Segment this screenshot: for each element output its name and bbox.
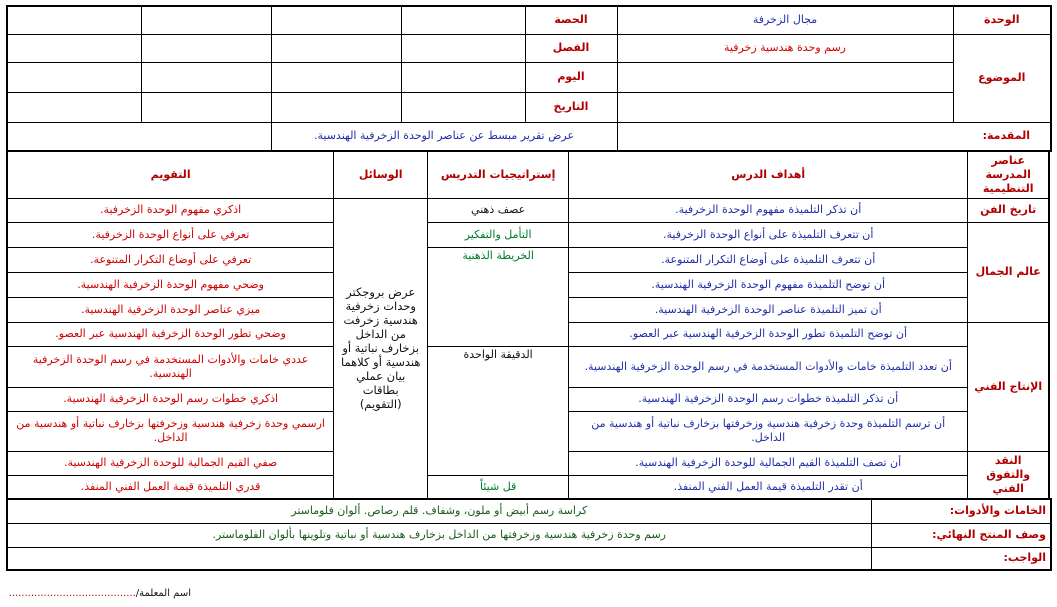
evaluation-6: وضحي تطور الوحدة الزخرفية الهندسية عبر العصو. (7, 322, 334, 346)
evaluation-2: تعرفي على أنواع الوحدة الزخرفية. (7, 222, 334, 247)
col-evaluation: التقويم (7, 151, 334, 198)
topic-value: رسم وحدة هندسية زخرفية (617, 34, 953, 62)
class-extra-2 (141, 6, 271, 34)
objective-3: أن تتعرف التلميذة على أوضاع التكرار المتنوعة. (569, 247, 968, 272)
header-table (6, 5, 1052, 152)
semester-extra-2 (141, 34, 271, 62)
section-aesthetics: عالم الجمال (968, 222, 1049, 322)
objective-8: أن تذكر التلميذة خطوات رسم الوحدة الزخرفية الهندسية. (569, 387, 968, 411)
col-objectives: أهداف الدرس (569, 151, 968, 198)
materials-label: الخامات والأدوات: (871, 499, 1051, 523)
objective-9: أن ترسم التلميذة وحدة زخرفية هندسية وزخرفتها بزخارف نباتية أو هندسية من الداخل. (569, 411, 968, 451)
day-label: اليوم (525, 62, 617, 92)
strategy-one-minute: الدقيقة الواحدة (428, 346, 569, 475)
final-product-label: وصف المنتج النهائي: (871, 523, 1051, 547)
evaluation-5: ميزي عناصر الوحدة الزخرفية الهندسية. (7, 297, 334, 322)
lesson-plan-sheet (6, 5, 1050, 571)
footer-table (6, 498, 1052, 571)
evaluation-9: ارسمي وحدة زخرفية هندسية وزخرفتها بزخارف نباتية أو هندسية من الداخل. (7, 411, 334, 451)
topic-extra-2 (617, 92, 953, 122)
col-means: الوسائل (334, 151, 428, 198)
date-label: التاريخ (525, 92, 617, 122)
objective-7: أن تعدد التلميذة خامات والأدوات المستخدمة في رسم الوحدة الزخرفية الهندسية. (569, 346, 968, 387)
teacher-label: اسم المعلمة/ (135, 588, 191, 599)
objective-10: أن تصف التلميذة القيم الجمالية للوحدة الزخرفية الهندسية. (569, 451, 968, 475)
strategy-mindmap: الخريطة الذهنية (428, 247, 569, 346)
evaluation-10: صفي القيم الجمالية للوحدة الزخرفية الهندسية. (7, 451, 334, 475)
col-elements: عناصر المدرسة التنظيمية (968, 151, 1049, 198)
day-extra-1 (271, 62, 401, 92)
unit-label: الوحدة (953, 6, 1051, 34)
date-extra-2 (141, 92, 271, 122)
date-extra-1 (271, 92, 401, 122)
objective-5: أن تميز التلميذة عناصر الوحدة الزخرفية الهندسية. (569, 297, 968, 322)
evaluation-8: اذكري خطوات رسم الوحدة الزخرفية الهندسية. (7, 387, 334, 411)
evaluation-1: اذكري مفهوم الوحدة الزخرفية. (7, 198, 334, 222)
objective-11: أن تقدر التلميذة قيمة العمل الفني المنفذ. (569, 475, 968, 499)
intro-label: المقدمة: (617, 122, 1051, 151)
teacher-signature (9, 588, 191, 599)
objective-2: أن تتعرف التلميذة على أنواع الوحدة الزخرفية. (569, 222, 968, 247)
semester-extra-1 (271, 34, 401, 62)
intro-value: عرض تقرير مبسط عن عناصر الوحدة الزخرفية الهندسية. (271, 122, 617, 151)
day-value (401, 62, 525, 92)
section-criticism: النقد والتفوق الفني (968, 451, 1049, 499)
evaluation-4: وضحي مفهوم الوحدة الزخرفية الهندسية. (7, 272, 334, 297)
means-cell: عرض بروجكتر وحدات زخرفية هندسية زخرفت من الداخل بزخارف نباتية أو هندسية أو كلاهما بيان عملي بطاقات (التقويم) (334, 198, 428, 499)
section-art-history: تاريخ الفن (968, 198, 1049, 222)
class-label: الحصة (525, 6, 617, 34)
semester-extra-3 (7, 34, 141, 62)
day-extra-2 (141, 62, 271, 92)
topic-label: الموضوع (953, 34, 1051, 122)
topic-extra-1 (617, 62, 953, 92)
objective-1: أن تذكر التلميذة مفهوم الوحدة الزخرفية. (569, 198, 968, 222)
teacher-name-dots: ........................................ (8, 588, 136, 599)
strategy-reflection: التأمل والتفكير (428, 222, 569, 247)
semester-label: الفصل (525, 34, 617, 62)
lesson-table (6, 150, 1050, 500)
evaluation-7: عددي خامات والأدوات المستخدمة في رسم الوحدة الزخرفية الهندسية. (7, 346, 334, 387)
date-value (401, 92, 525, 122)
materials-value: كراسة رسم أبيض أو ملون، وشفاف. قلم رصاص. ألوان فلوماستر (7, 499, 871, 523)
objective-6: أن توضح التلميذة تطور الوحدة الزخرفية الهندسية عبر العصو. (569, 322, 968, 346)
section-art-production: الإنتاج الفني (968, 322, 1049, 451)
homework-label: الواجب: (871, 547, 1051, 570)
day-extra-3 (7, 62, 141, 92)
homework-value (7, 547, 871, 570)
class-extra-1 (271, 6, 401, 34)
intro-empty (7, 122, 271, 151)
date-extra-3 (7, 92, 141, 122)
col-strategies: إستراتيجيات التدريس (428, 151, 569, 198)
evaluation-11: قدري التلميذة قيمة العمل الفني المنفذ. (7, 475, 334, 499)
strategy-say-something: قل شيئاً (428, 475, 569, 499)
strategy-brainstorm: عصف ذهني (428, 198, 569, 222)
objective-4: أن توضح التلميذة مفهوم الوحدة الزخرفية الهندسية. (569, 272, 968, 297)
final-product-value: رسم وحدة زخرفية هندسية وزخرفتها من الداخل بزخارف هندسية أو نباتية وتلوينها بألوان الفلوماستر. (7, 523, 871, 547)
evaluation-3: تعرفي على أوضاع التكرار المتنوعة. (7, 247, 334, 272)
semester-value (401, 34, 525, 62)
unit-value: مجال الزخرفة (617, 6, 953, 34)
class-extra-3 (7, 6, 141, 34)
class-value (401, 6, 525, 34)
